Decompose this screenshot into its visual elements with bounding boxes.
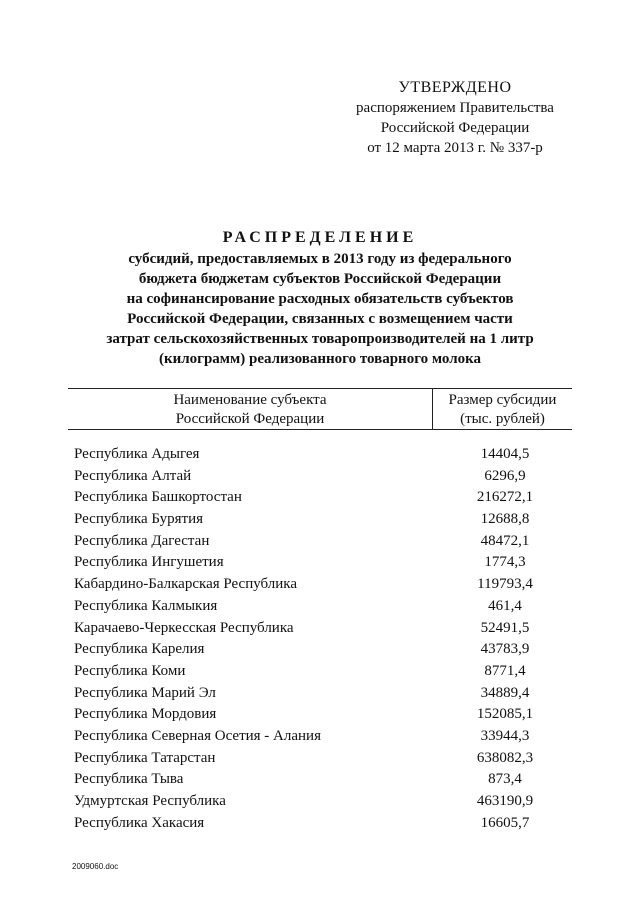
region-name: Республика Калмыкия xyxy=(74,597,218,614)
table-row xyxy=(68,509,572,531)
table-row xyxy=(68,661,572,683)
table-header xyxy=(68,388,572,430)
subsidy-table xyxy=(68,388,572,834)
approval-line-3: от 12 марта 2013 г. № 337-р xyxy=(367,140,543,156)
region-name: Республика Бурятия xyxy=(74,511,204,528)
file-name: 2009060.doc xyxy=(72,862,119,871)
subsidy-amount: 43783,9 xyxy=(480,641,530,658)
table-body xyxy=(68,444,572,834)
header-region-name-line-2: Российской Федерации xyxy=(175,411,325,427)
table-row xyxy=(68,466,572,488)
document-title xyxy=(60,228,580,369)
approval-line-2: Российской Федерации xyxy=(380,120,530,136)
table-row xyxy=(68,618,572,640)
region-name: Удмуртская Республика xyxy=(74,793,226,809)
header-region-name xyxy=(68,389,433,429)
region-name: Республика Тыва xyxy=(74,771,184,788)
region-name: Республика Башкортостан xyxy=(74,489,242,506)
subsidy-amount: 216272,1 xyxy=(476,489,534,506)
approval-line-1: распоряжением Правительства xyxy=(356,100,554,116)
title-line-1: субсидий, предоставляемых в 2013 году из федерального xyxy=(128,251,512,267)
header-subsidy-amount-line-2: (тыс. рублей) xyxy=(460,411,545,427)
region-name: Республика Хакасия xyxy=(74,814,205,831)
region-name: Республика Марий Эл xyxy=(74,684,216,701)
region-name: Республика Ингушетия xyxy=(74,554,224,571)
region-name: Карачаево-Черкесская Республика xyxy=(74,619,294,636)
table-row xyxy=(68,574,572,596)
subsidy-amount: 52491,5 xyxy=(480,619,530,636)
region-name: Республика Коми xyxy=(74,662,186,679)
subsidy-amount: 638082,3 xyxy=(476,749,534,766)
table-row xyxy=(68,639,572,661)
table-row xyxy=(68,487,572,509)
title-line-6: (килограмм) реализованного товарного молока xyxy=(158,351,482,367)
header-subsidy-amount xyxy=(433,389,572,429)
table-row xyxy=(68,552,572,574)
title-line-4: Российской Федерации, связанных с возмещением части xyxy=(127,311,513,327)
approval-stamp xyxy=(330,78,580,158)
subsidy-amount: 119793,4 xyxy=(477,576,533,593)
subsidy-amount: 461,4 xyxy=(488,597,522,614)
subsidy-amount: 48472,1 xyxy=(480,532,530,549)
table-row xyxy=(68,813,572,835)
header-subsidy-amount-line-1: Размер субсидии xyxy=(448,392,557,408)
table-row xyxy=(68,596,572,618)
region-name: Республика Адыгея xyxy=(74,446,200,462)
region-name: Республика Дагестан xyxy=(74,532,210,549)
table-row xyxy=(68,769,572,791)
region-name: Республика Северная Осетия - Алания xyxy=(74,727,321,744)
table-row xyxy=(68,531,572,553)
subsidy-amount: 12688,8 xyxy=(480,511,530,528)
header-region-name-line-1: Наименование субъекта xyxy=(173,392,327,408)
region-name: Республика Карелия xyxy=(74,641,205,658)
table-row xyxy=(68,444,572,466)
region-name: Республика Алтай xyxy=(74,467,192,484)
region-name: Республика Татарстан xyxy=(74,749,216,766)
region-name: Кабардино-Балкарская Республика xyxy=(74,576,298,593)
subsidy-amount: 8771,4 xyxy=(484,662,526,679)
subsidy-amount: 33944,3 xyxy=(480,727,530,744)
subsidy-amount: 463190,9 xyxy=(476,793,534,809)
table-row xyxy=(68,683,572,705)
subsidy-amount: 873,4 xyxy=(488,771,522,788)
table-row xyxy=(68,704,572,726)
title-main: РАСПРЕДЕЛЕНИЕ xyxy=(222,229,418,246)
subsidy-amount: 152085,1 xyxy=(476,706,534,723)
table-row xyxy=(68,748,572,770)
title-line-5: затрат сельскохозяйственных товаропроизводителей на 1 литр xyxy=(106,331,534,347)
subsidy-amount: 16605,7 xyxy=(480,814,530,831)
approval-heading: УТВЕРЖДЕНО xyxy=(398,79,512,96)
region-name: Республика Мордовия xyxy=(74,706,217,723)
table-row xyxy=(68,791,572,813)
subsidy-amount: 34889,4 xyxy=(480,684,530,701)
subsidy-amount: 6296,9 xyxy=(484,467,526,484)
title-line-3: на софинансирование расходных обязательств субъектов xyxy=(126,291,514,307)
subsidy-amount: 14404,5 xyxy=(480,446,530,462)
subsidy-amount: 1774,3 xyxy=(484,554,526,571)
table-row xyxy=(68,726,572,748)
title-line-2: бюджета бюджетам субъектов Российской Федерации xyxy=(138,271,502,287)
